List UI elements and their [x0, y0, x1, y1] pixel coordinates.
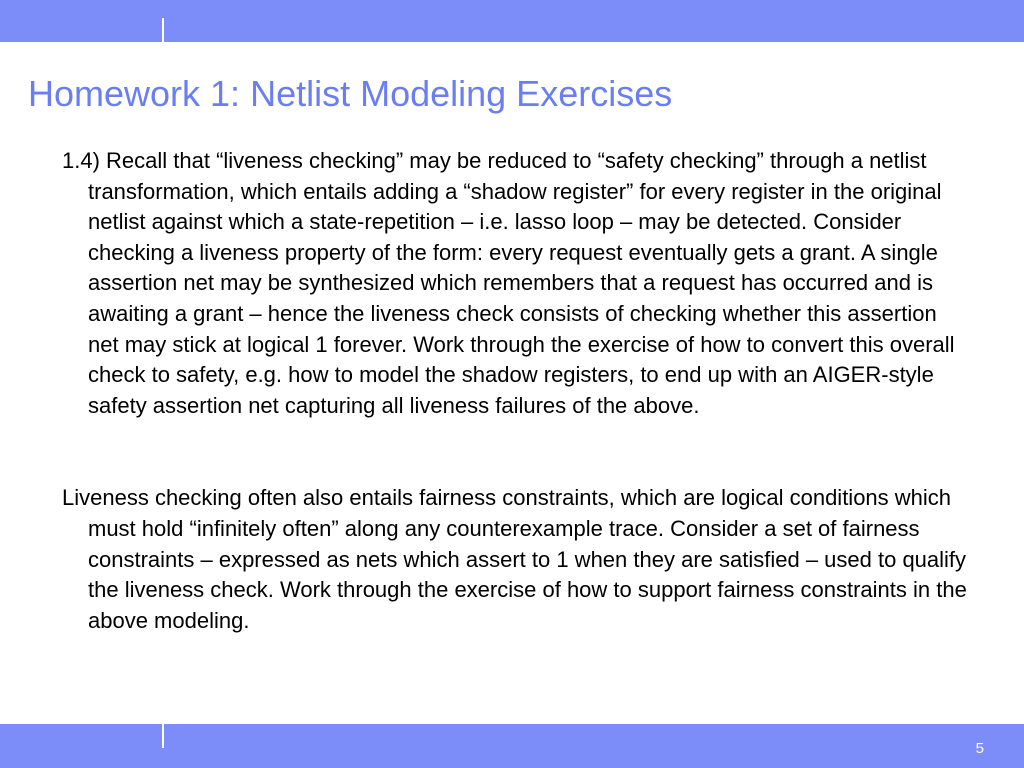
body-paragraph-fairness: Liveness checking often also entails fairness constraints, which are logical conditions which must hold “infinitely often” along any counterexample trace. Consider a set of fairness constraints – expressed as nets which assert to 1 when they are satisfied – used to qualify the liveness check. Work through the exercise of how to support fairness constraints in the above modeling. — [62, 485, 967, 633]
top-banner — [0, 0, 1024, 42]
top-banner-divider — [162, 18, 164, 42]
bottom-banner — [0, 724, 1024, 768]
slide-title: Homework 1: Netlist Modeling Exercises — [28, 73, 673, 114]
body-paragraph-exercise: 1.4) Recall that “liveness checking” may be reduced to “safety checking” through a netlist transformation, which entails adding a “shadow register” for every register in the original netlist against which a state-repetition – i.e. lasso loop – may be detected. Consider checking a liveness property of the form: every request eventually gets a grant. A single assertion net may be synthesized which remembers that a request has occurred and is awaiting a grant – hence the liveness check consists of checking whether this assertion net may stick at logical 1 forever. Work through the exercise of how to convert this overall check to safety, e.g. how to model the shadow registers, to end up with an AIGER-style safety assertion net capturing all liveness failures of the above. — [62, 148, 955, 418]
slide-body — [62, 146, 967, 636]
page-number: 5 — [975, 740, 984, 757]
bottom-banner-divider — [162, 724, 164, 748]
